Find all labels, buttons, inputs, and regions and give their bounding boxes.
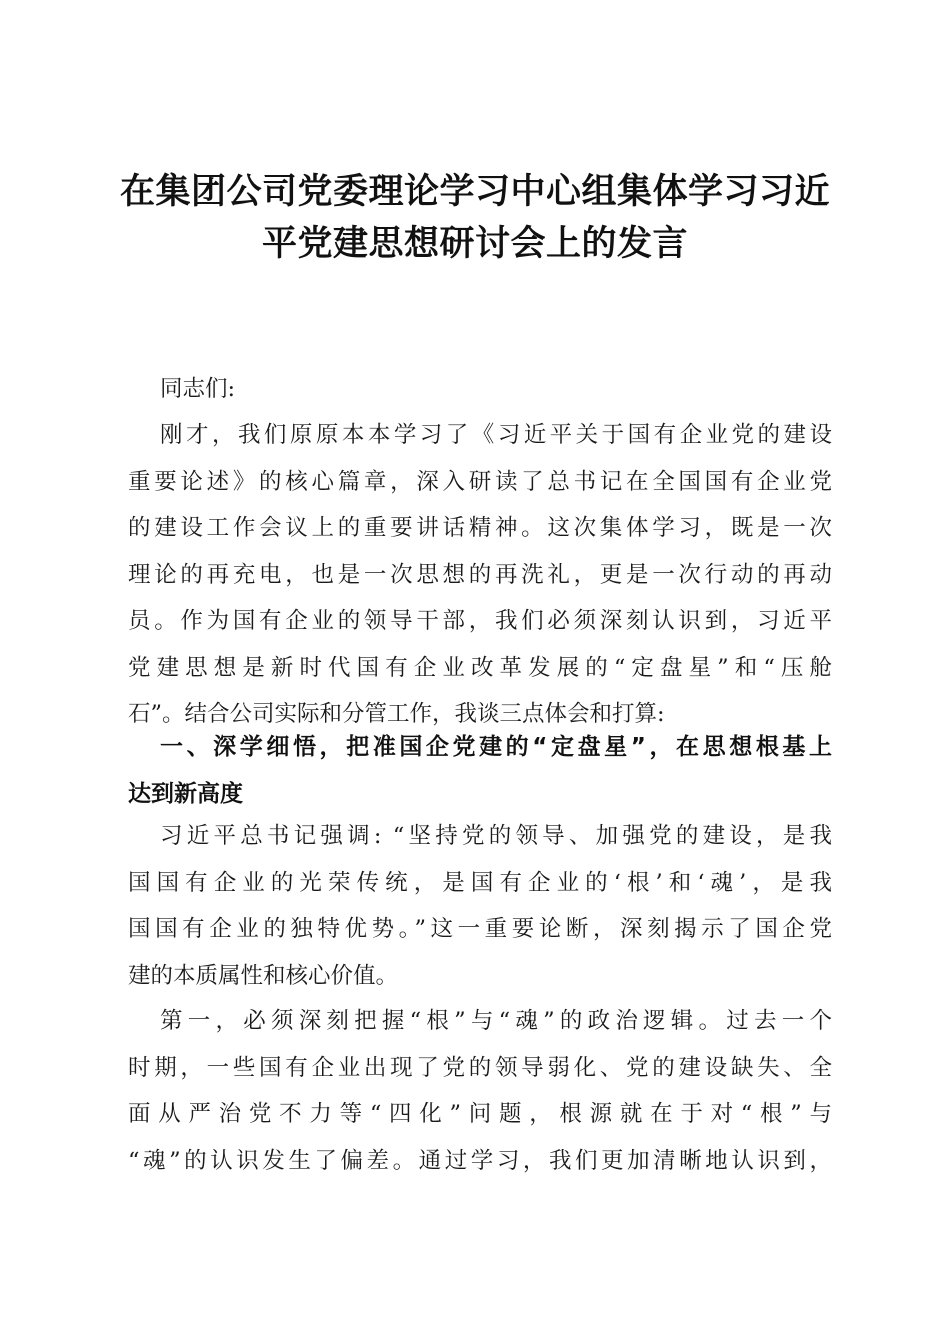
heading-line: 达到新高度 xyxy=(128,780,243,807)
paragraph-line: 石”。结合公司实际和分管工作，我谈三点体会和打算: xyxy=(128,701,665,727)
paragraph-line: 国国有企业的独特优势。”这一重要论断，深刻揭示了国企党 xyxy=(128,916,832,942)
paragraph-line: 建的本质属性和核心价值。 xyxy=(128,962,399,989)
greeting xyxy=(128,366,832,413)
paragraph-first-point xyxy=(128,998,832,1184)
paragraph-line: “魂”的认识发生了偏差。通过学习，我们更加清晰地认识到， xyxy=(128,1147,832,1174)
paragraph-line: 第一，必须深刻把握“根”与“魂”的政治逻辑。过去一个 xyxy=(160,1008,832,1034)
paragraph-line: 理论的再充电，也是一次思想的再洗礼，更是一次行动的再动 xyxy=(128,561,832,588)
greeting-text: 同志们: xyxy=(160,376,236,402)
paragraph-line: 面从严治党不力等“四化”问题，根源就在于对“根”与 xyxy=(128,1101,832,1127)
paragraph-line: 时期，一些国有企业出现了党的领导弱化、党的建设缺失、全 xyxy=(128,1054,832,1081)
document-title-line-2: 平党建思想研讨会上的发言 xyxy=(261,223,688,264)
document-title-line-1: 在集团公司党委理论学习中心组集体学习习近 xyxy=(119,171,830,212)
section-heading-1 xyxy=(128,724,832,817)
heading-line: 一、深学细悟，把准国企党建的“定盘星”，在思想根基上 xyxy=(160,734,832,760)
paragraph-line: 的建设工作会议上的重要讲话精神。这次集体学习，既是一次 xyxy=(128,515,832,541)
paragraph-line: 党建思想是新时代国有企业改革发展的“定盘星”和“压舱 xyxy=(128,654,832,681)
paragraph-line: 员。作为国有企业的领导干部，我们必须深刻认识到，习近平 xyxy=(128,608,832,634)
paragraph-quote xyxy=(128,813,832,999)
paragraph-line: 国国有企业的光荣传统，是国有企业的‘根’和‘魂’，是我 xyxy=(128,869,832,896)
paragraph-line: 习近平总书记强调: “坚持党的领导、加强党的建设，是我 xyxy=(160,823,832,849)
paragraph-intro xyxy=(128,412,832,738)
paragraph-line: 重要论述》的核心篇章，深入研读了总书记在全国国有企业党 xyxy=(128,468,832,495)
paragraph-line: 刚才，我们原原本本学习了《习近平关于国有企业党的建设 xyxy=(160,422,832,448)
